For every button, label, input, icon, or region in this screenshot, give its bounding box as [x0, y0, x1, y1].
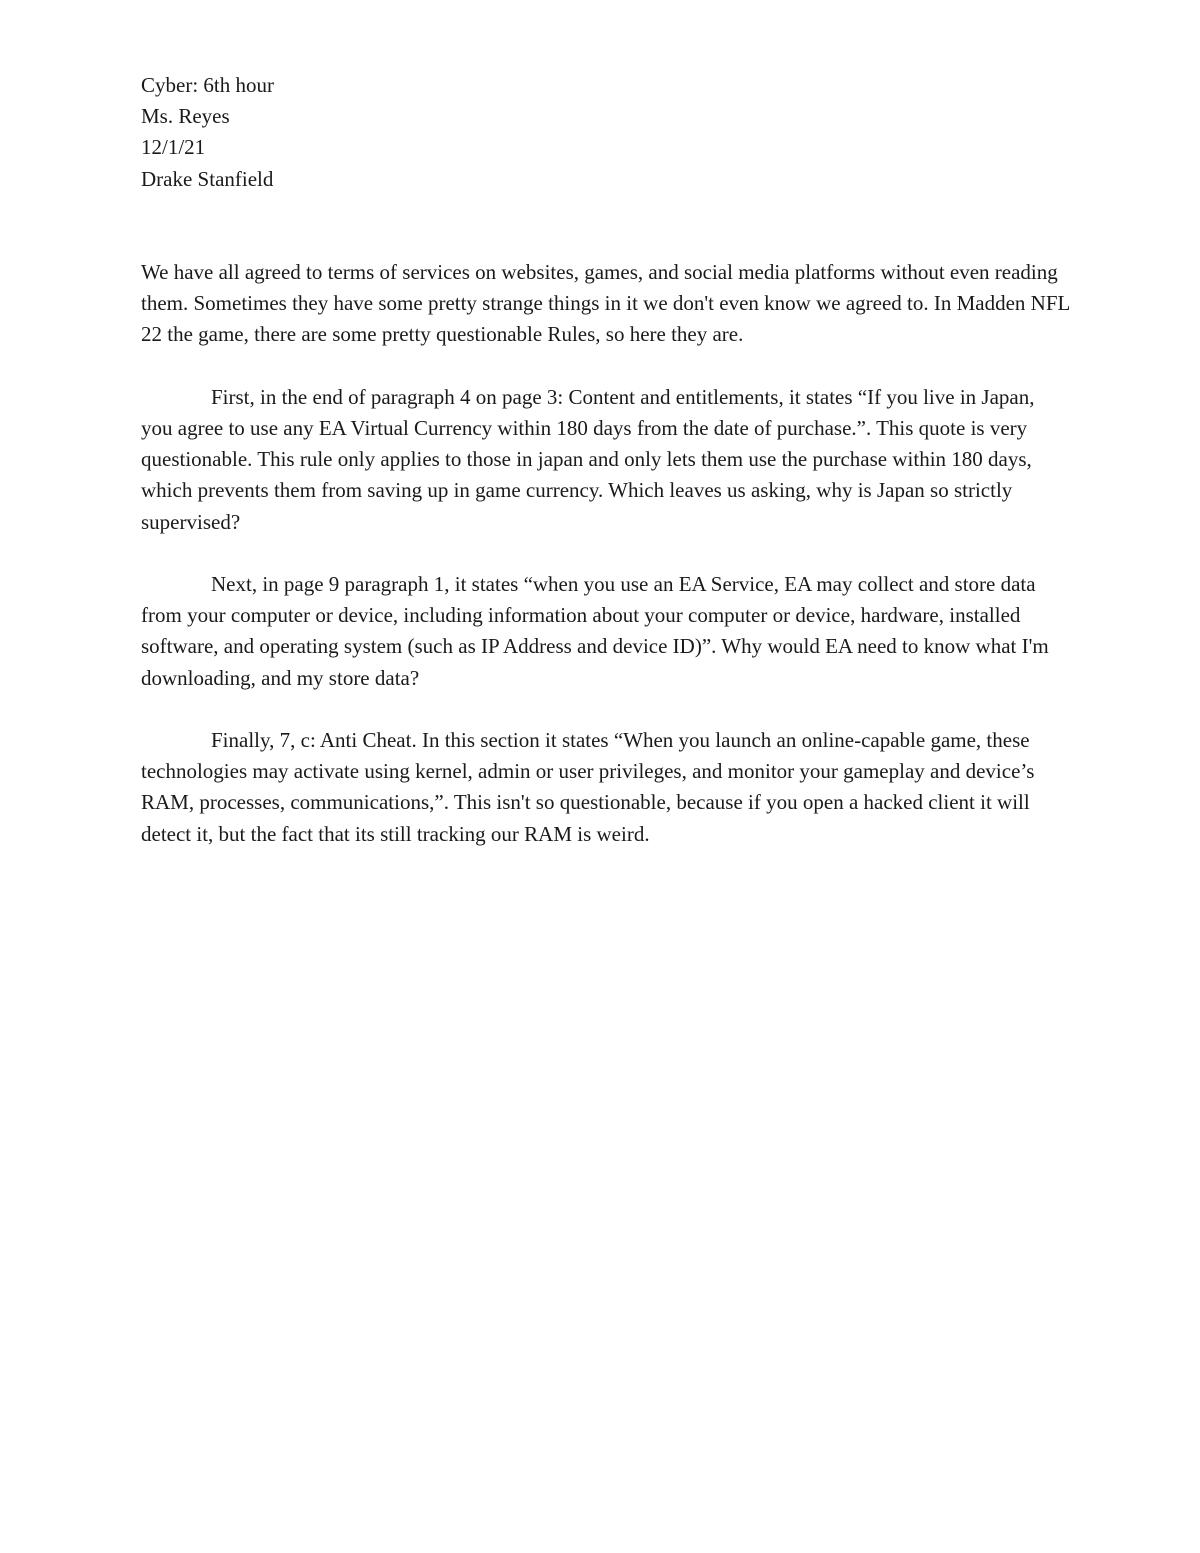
author-name: Drake Stanfield — [141, 166, 274, 191]
second-point-paragraph: Next, in page 9 paragraph 1, it states “when you use an EA Service, EA may collect and store data from your computer or device, including information about your computer or device, hardware, installed software, and operating system (such as IP Address and device ID)”. Why would EA need to know what I'm downloading, and my store data? — [141, 572, 1049, 690]
class-line: Cyber: 6th hour — [141, 73, 274, 97]
teacher-name: Ms. Reyes — [141, 104, 230, 129]
date-line: 12/1/21 — [141, 135, 206, 160]
intro-paragraph: We have all agreed to terms of services on websites, games, and social media platforms without even reading them. Sometimes they have some pretty strange things in it we don't even know we agreed to. In Madden NFL 22 the game, there are some pretty questionable Rules, so here they are. — [141, 260, 1070, 347]
first-point-paragraph: First, in the end of paragraph 4 on page 3: Content and entitlements, it states “If you live in Japan, you agree to use any EA Virtual Currency within 180 days from the date of purchase.”. This quote is very questionable. This rule only applies to those in japan and only lets them use the purchase within 180 days, which prevents them from saving up in game currency. Which leaves us asking, why is Japan so strictly supervised? — [141, 384, 1035, 534]
document-heading — [141, 70, 1071, 195]
document-body — [141, 257, 1071, 881]
third-point-paragraph: Finally, 7, c: Anti Cheat. In this section it states “When you launch an online-capable game, these technologies may activate using kernel, admin or user privileges, and monitor your gameplay and device’s RAM, processes, communications,”. This isn't so questionable, because if you open a hacked client it will detect it, but the fact that its still tracking our RAM is weird. — [141, 728, 1035, 846]
